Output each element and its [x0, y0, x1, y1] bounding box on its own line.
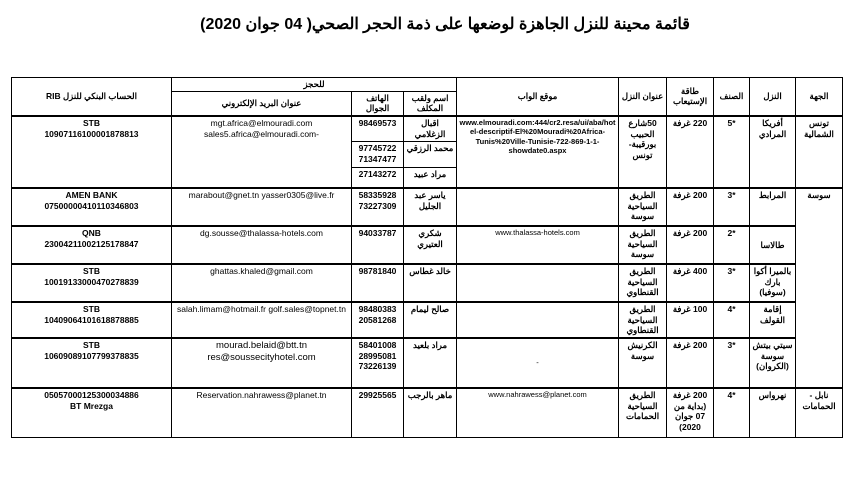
cell-bank [12, 264, 172, 302]
cell-bank [12, 116, 172, 188]
cell-email[interactable]: marabout@gnet.tn yasser0305@live.fr [172, 188, 352, 226]
cell-email[interactable]: dg.sousse@thalassa-hotels.com [172, 226, 352, 264]
header-region: الجهة [796, 78, 843, 116]
page-title: قائمة محينة للنزل الجاهزة لوضعها على ذمة الحجر الصحي( 04 جوان 2020) [200, 16, 690, 33]
cell-phone: 94033787 [352, 226, 404, 264]
bank-rib: 23004211002125178847 [44, 238, 139, 249]
cell-contact-name: ماهر بالرجب [404, 388, 457, 438]
header-address: عنوان النزل [619, 78, 667, 116]
cell-category: *3 [714, 338, 750, 388]
cell-website[interactable]: www.nahrawess@planet.com [457, 388, 619, 438]
cell-address: الطريق السياحية القنطاوي [619, 264, 667, 302]
cell-region: سوسة [796, 188, 843, 388]
cell-phone: 58335928 73227309 [352, 188, 404, 226]
header-email: عنوان البريد الإلكتروني [172, 91, 352, 116]
cell-bank [12, 188, 172, 226]
cell-hotel: أفريكا المرادي [750, 116, 796, 188]
cell-email[interactable]: ghattas.khaled@gmail.com [172, 264, 352, 302]
cell-phone: 97745722 71347477 [352, 142, 404, 168]
cell-phone: 98781840 [352, 264, 404, 302]
table-row [12, 302, 843, 338]
bank-rib: 07500000410110346803 [44, 200, 139, 211]
header-capacity: طاقة الإستيعاب [667, 78, 714, 116]
cell-phone: 98469573 [352, 116, 404, 142]
cell-category: *3 [714, 264, 750, 302]
cell-contact-name: اقبال الزغلامي [404, 116, 457, 142]
header-website: موقع الواب [457, 78, 619, 116]
cell-address: الطريق السياحية القنطاوي [619, 302, 667, 338]
cell-website [457, 302, 619, 338]
bank-rib: 10907116100001878813 [44, 128, 139, 139]
cell-website [457, 188, 619, 226]
cell-hotel: المرابط [750, 188, 796, 226]
cell-contact-name: مراد عبيد [404, 168, 457, 188]
cell-phone: 58401008 28995081 73226139 [352, 338, 404, 388]
header-bank: الحساب البنكي للنزل RIB [12, 78, 172, 116]
cell-hotel: سيتي بيتش سوسة (الكروان) [750, 338, 796, 388]
cell-category: *4 [714, 388, 750, 438]
cell-website[interactable]: www.elmouradi.com:444/cr2.resa/ui/aba/hotel-descriptif-El%20Mouradi%20Africa-Tunis%20Ville-Tunisie-722-869-1-1-showdate0.aspx [457, 116, 619, 188]
cell-contact-name: صالح ليمام [404, 302, 457, 338]
bank-rib: 05057000125300034886 [44, 389, 139, 400]
cell-capacity: 200 غرفة (بداية من 07 جوان 2020) [667, 388, 714, 438]
cell-hotel: بالميرا أكوا بارك (سوفيا) [750, 264, 796, 302]
table-row [12, 116, 843, 142]
cell-capacity: 100 غرفة [667, 302, 714, 338]
cell-contact-name: مراد بلعيد [404, 338, 457, 388]
cell-address: 50شارع الحبيب بورقيبة- تونس [619, 116, 667, 188]
table-row [12, 188, 843, 226]
bank-name: STB [83, 265, 100, 276]
cell-website: - [457, 338, 619, 388]
cell-address: الطريق السياحية سوسة [619, 226, 667, 264]
cell-phone: 27143272 [352, 168, 404, 188]
table-row [12, 388, 843, 438]
cell-category: *3 [714, 188, 750, 226]
cell-hotel: إقامة القولف [750, 302, 796, 338]
cell-website[interactable]: www.thalassa-hotels.com [457, 226, 619, 264]
cell-email[interactable]: salah.limam@hotmail.fr golf.sales@topnet.tn [172, 302, 352, 338]
table-row [12, 338, 843, 388]
cell-bank [12, 338, 172, 388]
cell-contact-name: ياسر عبد الجليل [404, 188, 457, 226]
cell-contact-name: شكري العتيري [404, 226, 457, 264]
header-booking: للحجز [172, 78, 457, 92]
cell-bank [12, 302, 172, 338]
bank-name: QNB [82, 227, 101, 238]
cell-capacity: 400 غرفة [667, 264, 714, 302]
cell-email[interactable]: mgt.africa@elmouradi.com sales5.africa@elmouradi.com- [172, 116, 352, 188]
cell-region: تونس الشمالية [796, 116, 843, 188]
cell-capacity: 200 غرفة [667, 226, 714, 264]
bank-name: STB [83, 303, 100, 314]
bank-name: STB [83, 339, 100, 350]
cell-hotel: نهرواس [750, 388, 796, 438]
bank-rib: 10019133000470278839 [44, 276, 139, 287]
cell-capacity: 200 غرفة [667, 338, 714, 388]
table-row [12, 226, 843, 264]
cell-phone: 29925565 [352, 388, 404, 438]
cell-bank [12, 226, 172, 264]
cell-capacity: 220 غرفة [667, 116, 714, 188]
header-contact-name: اسم ولقب المكلف [404, 91, 457, 116]
bank-name: AMEN BANK [65, 189, 118, 200]
cell-category: *5 [714, 116, 750, 188]
header-hotel: النزل [750, 78, 796, 116]
cell-address: الطريق السياحية سوسة [619, 188, 667, 226]
cell-bank [12, 388, 172, 438]
cell-contact-name: محمد الرزقي [404, 142, 457, 168]
cell-email[interactable]: Reservation.nahrawess@planet.tn [172, 388, 352, 438]
cell-contact-name: خالد غطاس [404, 264, 457, 302]
cell-hotel: طالاسا [750, 226, 796, 264]
cell-category: *2 [714, 226, 750, 264]
cell-category: *4 [714, 302, 750, 338]
cell-website [457, 264, 619, 302]
bank-name: STB [83, 117, 100, 128]
cell-phone: 98480383 20581268 [352, 302, 404, 338]
header-category: الصنف [714, 78, 750, 116]
hotels-table [11, 77, 843, 438]
cell-capacity: 200 غرفة [667, 188, 714, 226]
cell-address: الطريق السياحية الحمامات [619, 388, 667, 438]
bank-rib: 10609089107799378835 [44, 350, 139, 361]
bank-rib: 10409064101618878885 [44, 314, 139, 325]
bank-name: BT Mrezga [70, 400, 113, 411]
cell-address: الكرنيش سوسة [619, 338, 667, 388]
table-row [12, 264, 843, 302]
header-phone: الهاتف الجوال [352, 91, 404, 116]
cell-email[interactable]: mourad.belaid@btt.tn res@soussecityhotel.com [172, 338, 352, 388]
cell-region: نابل - الحمامات [796, 388, 843, 438]
